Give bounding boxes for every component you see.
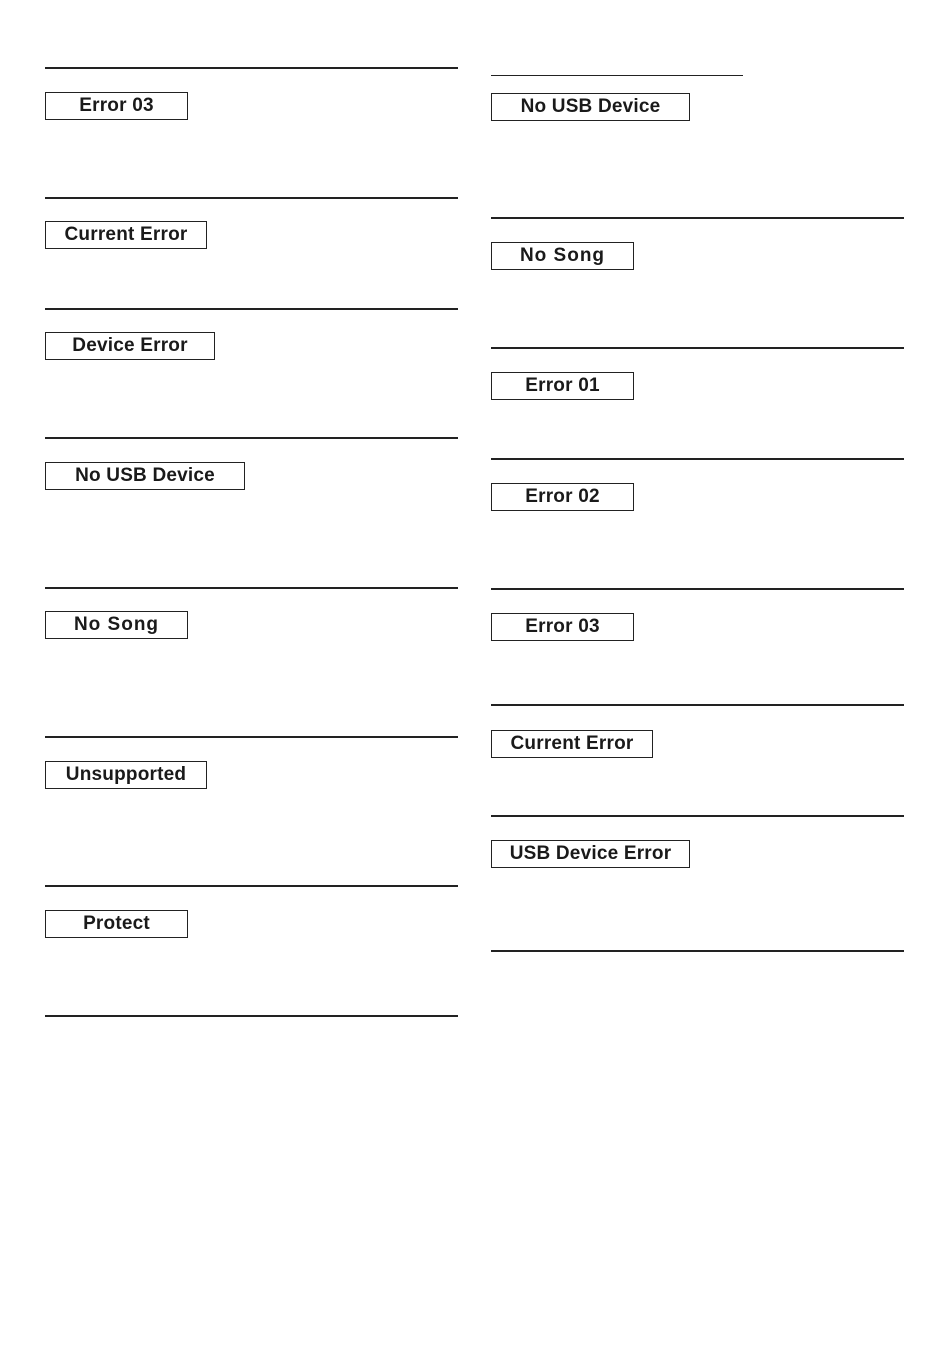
section-divider: [491, 950, 904, 952]
message-no-usb-device: No USB Device: [491, 93, 690, 121]
section-divider: [45, 67, 458, 69]
section-divider: [45, 885, 458, 887]
message-protect: Protect: [45, 910, 188, 938]
message-error-03: Error 03: [45, 92, 188, 120]
message-current-error: Current Error: [491, 730, 653, 758]
message-no-song: No Song: [491, 242, 634, 270]
message-device-error: Device Error: [45, 332, 215, 360]
message-usb-device-error: USB Device Error: [491, 840, 690, 868]
message-error-03: Error 03: [491, 613, 634, 641]
section-divider: [45, 587, 458, 589]
message-no-song: No Song: [45, 611, 188, 639]
message-unsupported: Unsupported: [45, 761, 207, 789]
message-no-usb-device: No USB Device: [45, 462, 245, 490]
section-divider: [491, 458, 904, 460]
message-current-error: Current Error: [45, 221, 207, 249]
section-divider: [491, 347, 904, 349]
section-divider: [491, 217, 904, 219]
section-divider: [45, 1015, 458, 1017]
section-divider: [491, 815, 904, 817]
section-divider: [45, 437, 458, 439]
message-error-02: Error 02: [491, 483, 634, 511]
section-divider: [45, 736, 458, 738]
section-divider: [491, 588, 904, 590]
section-divider: [45, 197, 458, 199]
section-divider: [491, 704, 904, 706]
section-divider: [491, 75, 743, 76]
message-error-01: Error 01: [491, 372, 634, 400]
section-divider: [45, 308, 458, 310]
